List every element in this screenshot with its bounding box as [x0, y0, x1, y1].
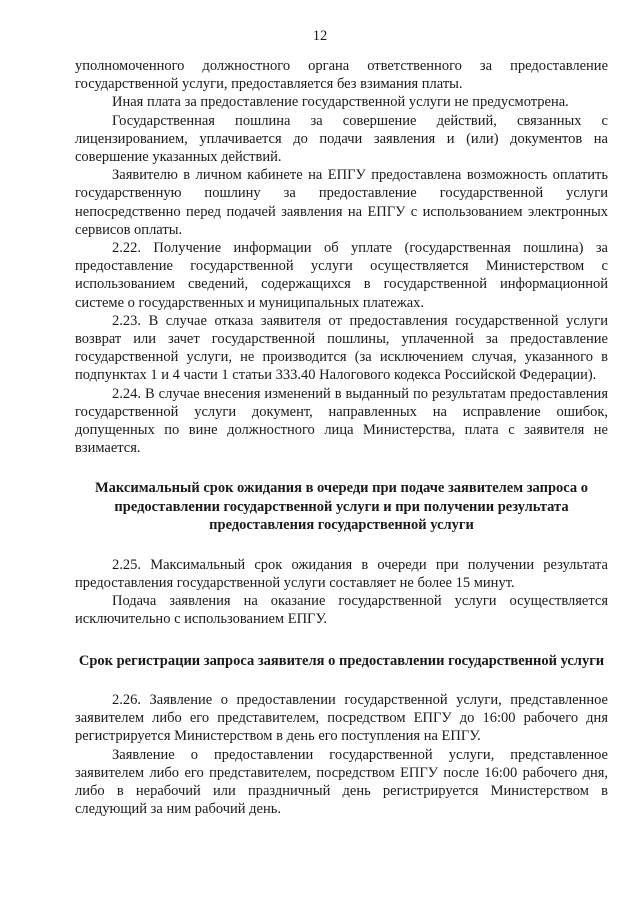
paragraph-state-duty: Государственная пошлина за совершение действий, связанных с лицензированием, уплачивается до подачи заявления и (или) документов на совершение указанных действий.: [75, 112, 608, 166]
paragraph-online-payment: Заявителю в личном кабинете на ЕПГУ предоставлена возможность оплатить государственную пошлину за предоставление государственной услуги непосредственно перед подачей заявления на ЕПГУ с использованием электронных сервисов оплаты.: [75, 167, 608, 238]
page-number: 12: [312, 28, 328, 44]
paragraph-2-22: 2.22. Получение информации об уплате (государственная пошлина) за предоставление государственной услуги осуществляется Министерством с использованием сведений, содержащихся в государственной информационной системе о государственных и муниципальных платежах.: [75, 240, 608, 311]
paragraph-after-hours-registration: Заявление о предоставлении государственной услуги, представленное заявителем либо его представителем, посредством ЕПГУ после 16:00 рабочего дня, либо в нерабочий или праздничный день регистрируется Министерством в следующий за ним рабочий день.: [75, 746, 608, 818]
document-body: [75, 57, 608, 818]
paragraph-other-fee: Иная плата за предоставление государственной услуги не предусмотрена.: [112, 94, 569, 111]
paragraph-submission-epgu: Подача заявления на оказание государственной услуги осуществляется исключительно с использованием ЕПГУ.: [75, 593, 608, 628]
paragraph-2-24: 2.24. В случае внесения изменений в выданный по результатам предоставления государственной услуги документ, направленных на исправление ошибок, допущенных по вине должностного лица Министерства, плата с заявителя не взимается.: [75, 385, 608, 457]
paragraph-2-23: 2.23. В случае отказа заявителя от предоставления государственной услуги возврат или зачет государственной пошлины, уплаченной за предоставление государственной услуги, не производится (за исключением случая, указанного в подпунктах 1 и 4 части 1 статьи 333.40 Налогового кодекса Российской Федерации).: [75, 312, 608, 384]
paragraph-continuation: уполномоченного должностного органа ответственного за предоставление государственной услуги, предоставляется без взимания платы.: [75, 58, 608, 93]
paragraph-2-26: 2.26. Заявление о предоставлении государственной услуги, представленное заявителем либо его представителем, посредством ЕПГУ до 16:00 рабочего дня регистрируется Министерством в день его поступления на ЕПГУ.: [75, 691, 608, 745]
section-heading-registration-time: Срок регистрации запроса заявителя о предоставлении государственной услуги: [78, 652, 605, 669]
paragraph-2-25: 2.25. Максимальный срок ожидания в очереди при получении результата предоставления государственной услуги составляет не более 15 минут.: [75, 556, 608, 591]
section-heading-queue-time: Максимальный срок ожидания в очереди при подаче заявителем запроса о предоставлении государственной услуги и при получении результата предоставления государственной услуги: [94, 480, 588, 534]
